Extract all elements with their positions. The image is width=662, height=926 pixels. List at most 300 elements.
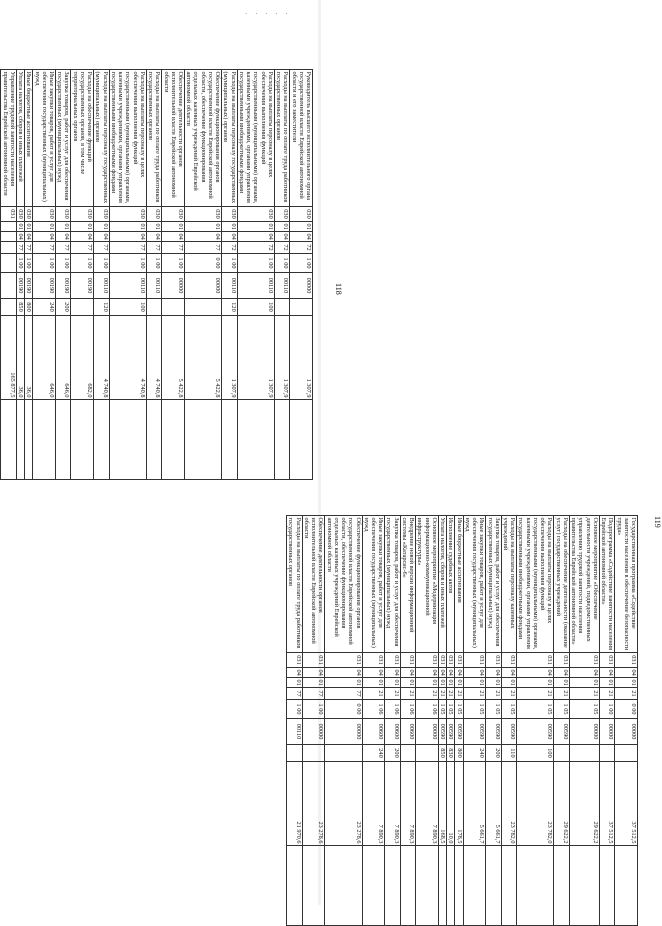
budget-table-left bbox=[0, 69, 313, 480]
table-row bbox=[599, 516, 614, 926]
row-code-program: 21 bbox=[501, 688, 516, 700]
row-code-admin: 031 bbox=[463, 653, 486, 668]
row-amount-extra bbox=[325, 846, 362, 926]
row-code-direction: 00000 bbox=[599, 719, 614, 745]
row-code-admin: 031 bbox=[362, 653, 385, 668]
row-code-subsection bbox=[1, 232, 16, 242]
row-code-expense-type bbox=[185, 299, 222, 316]
row-code-subprogram: 1 00 bbox=[146, 254, 161, 273]
row-code-direction: 00000 bbox=[185, 273, 222, 299]
row-code-admin: 031 bbox=[400, 653, 415, 668]
row-name: Уплата налогов, сборов и иных платежей bbox=[16, 70, 24, 207]
page-number-right: 119 bbox=[653, 516, 662, 528]
table-body-left bbox=[0, 70, 313, 480]
row-amount-extra bbox=[290, 400, 313, 480]
row-code-direction: 00110 bbox=[94, 273, 109, 299]
row-amount: 1 307,9 bbox=[290, 316, 313, 400]
table-row bbox=[447, 516, 455, 926]
row-amount-extra bbox=[569, 846, 599, 926]
row-code-direction: 00000 bbox=[569, 719, 599, 745]
row-amount: 1 307,9 bbox=[237, 316, 274, 400]
row-code-admin: 030 bbox=[71, 207, 94, 222]
row-code-admin: 031 bbox=[447, 653, 455, 668]
row-code-program: 77 bbox=[162, 242, 185, 254]
row-code-section: 04 bbox=[325, 668, 362, 678]
row-name: Иные бюджетные ассигнования bbox=[25, 70, 33, 207]
row-code-direction: 00110 bbox=[287, 719, 302, 745]
row-code-admin: 030 bbox=[109, 207, 146, 222]
row-code-subsection: 04 bbox=[94, 232, 109, 242]
row-name: Основное мероприятие «Обеспечение деятельности учреждений, подведомственных управлению трудовой занятости населения правительства Еврейской автономной области» bbox=[569, 516, 599, 653]
row-code-admin: 030 bbox=[16, 207, 24, 222]
row-code-program: 77 bbox=[33, 242, 56, 254]
row-amount: 36,0 bbox=[25, 316, 33, 400]
row-code-admin: 031 bbox=[438, 653, 446, 668]
row-code-subsection: 04 bbox=[71, 232, 94, 242]
row-code-admin: 030 bbox=[146, 207, 161, 222]
row-code-section: 01 bbox=[33, 222, 56, 232]
row-name: Обеспечение деятельности органов исполнительной власти Еврейской автономной области bbox=[302, 516, 325, 653]
scan-specks: · · · · · bbox=[245, 10, 291, 18]
row-code-admin: 030 bbox=[162, 207, 185, 222]
row-code-program: 77 bbox=[16, 242, 24, 254]
row-amount-extra bbox=[222, 400, 237, 480]
table-row bbox=[554, 516, 569, 926]
row-amount-extra bbox=[416, 846, 439, 926]
row-amount bbox=[0, 316, 1, 400]
row-code-expense-type bbox=[274, 299, 289, 316]
row-amount: 5 422,8 bbox=[162, 316, 185, 400]
row-code-program: 77 bbox=[302, 688, 325, 700]
table-row bbox=[71, 70, 94, 480]
row-code-direction bbox=[0, 273, 1, 299]
row-name: Расходы на выплаты персоналу в целях обеспечения выполнения функций государственными (муниципальными) органами, казенными учреждениями, органами управления государственными внебюджетными фондами bbox=[517, 516, 554, 653]
row-code-expense-type bbox=[416, 745, 439, 762]
row-amount: 36,0 bbox=[16, 316, 24, 400]
row-code-expense-type bbox=[325, 745, 362, 762]
row-code-expense-type bbox=[615, 745, 638, 762]
row-code-expense-type: 200 bbox=[486, 745, 501, 762]
row-amount: 178,5 bbox=[455, 762, 463, 846]
row-code-expense-type bbox=[162, 299, 185, 316]
row-code-subprogram: 1 00 bbox=[71, 254, 94, 273]
row-name: Иные закупки товаров, работ и услуг для обеспечения государственных (муниципальных) нужд bbox=[463, 516, 486, 653]
page-left bbox=[1, 69, 343, 479]
row-code-section: 04 bbox=[517, 668, 554, 678]
table-row bbox=[385, 516, 400, 926]
row-code-section bbox=[0, 222, 1, 232]
row-code-subsection: 04 bbox=[56, 232, 71, 242]
row-amount: 5 422,8 bbox=[185, 316, 222, 400]
row-code-subprogram: 1 00 bbox=[162, 254, 185, 273]
row-amount-extra bbox=[109, 400, 146, 480]
row-amount-extra bbox=[438, 846, 446, 926]
row-code-subprogram: 1 05 bbox=[455, 700, 463, 719]
row-code-expense-type bbox=[290, 299, 313, 316]
row-code-expense-type bbox=[0, 299, 1, 316]
row-amount-extra bbox=[33, 400, 56, 480]
row-code-program: 21 bbox=[455, 688, 463, 700]
row-amount: 10,0 bbox=[447, 762, 455, 846]
row-code-admin: 031 bbox=[385, 653, 400, 668]
row-amount: 23 278,6 bbox=[302, 762, 325, 846]
row-code-subprogram: 1 06 bbox=[362, 700, 385, 719]
row-code-admin: 030 bbox=[274, 207, 289, 222]
row-code-subsection: 04 bbox=[17, 233, 25, 240]
row-name: Внедрение новой версии информационной системы «Катарсис-6» bbox=[400, 516, 415, 653]
row-code-program: 21 bbox=[362, 688, 385, 700]
row-code-section: 04 bbox=[302, 668, 325, 678]
row-code-subprogram: 1 00 bbox=[16, 254, 24, 273]
row-code-subsection: 04 bbox=[33, 232, 56, 242]
row-code-program: 21 bbox=[400, 688, 415, 700]
row-code-subprogram bbox=[0, 254, 1, 273]
row-code-section: 01 bbox=[274, 222, 289, 232]
row-amount: 7 890,3 bbox=[400, 762, 415, 846]
row-code-direction: 00190 bbox=[16, 273, 24, 299]
table-row bbox=[94, 70, 109, 480]
row-amount-extra bbox=[0, 400, 1, 480]
row-code-direction: 00590 bbox=[455, 719, 463, 745]
row-name: Закупка товаров, работ и услуг для обеспечения государственных (муниципальных) нужд bbox=[385, 516, 400, 653]
row-amount: 682,0 bbox=[71, 316, 94, 400]
row-code-admin: 031 bbox=[455, 653, 463, 668]
row-code-section: 04 bbox=[439, 669, 447, 676]
row-code-direction: 00590 bbox=[486, 719, 501, 745]
row-code-expense-type: 120 bbox=[222, 299, 237, 316]
row-amount: 5 661,7 bbox=[486, 762, 501, 846]
row-amount-extra bbox=[94, 400, 109, 480]
row-amount-extra bbox=[400, 846, 415, 926]
row-code-section: 01 bbox=[237, 222, 274, 232]
row-name: Расходы на обеспечение деятельности (оказание услуг) государственных учреждений bbox=[554, 516, 569, 653]
row-code-section: 04 bbox=[486, 668, 501, 678]
row-name: Государственная программа «Содействие занятости населения в обеспечение безопасности труда» bbox=[615, 516, 638, 653]
row-code-program: 21 bbox=[438, 688, 446, 700]
row-code-expense-type: 120 bbox=[94, 299, 109, 316]
row-code-section: 04 bbox=[400, 668, 415, 678]
row-code-subsection: 01 bbox=[455, 679, 463, 686]
row-code-expense-type: 100 bbox=[109, 299, 146, 316]
table-row bbox=[302, 516, 325, 926]
row-code-admin: 030 bbox=[185, 207, 222, 222]
table-body-right bbox=[287, 516, 638, 926]
row-name: Расходы на выплаты по оплате труда работников государственных органов bbox=[146, 70, 161, 207]
row-name: Иные закупки товаров, работ и услуг для обеспечения государственных (муниципальных) нужд bbox=[33, 70, 56, 207]
row-amount-extra bbox=[362, 846, 385, 926]
row-code-subprogram: 1 00 bbox=[599, 700, 614, 719]
row-code-direction bbox=[1, 273, 16, 299]
row-name: Закупка товаров, работ и услуг для обеспечения государственных (муниципальных) нужд bbox=[486, 516, 501, 653]
row-code-subsection: 04 bbox=[290, 232, 313, 242]
row-code-direction: 00110 bbox=[237, 273, 274, 299]
row-code-program: 21 bbox=[447, 688, 455, 700]
row-code-direction: 00190 bbox=[56, 273, 71, 299]
row-code-direction: 00600 bbox=[385, 719, 400, 745]
row-amount-extra bbox=[237, 400, 274, 480]
row-code-direction: 00590 bbox=[463, 719, 486, 745]
row-amount: 7 890,3 bbox=[362, 762, 385, 846]
table-row bbox=[290, 70, 313, 480]
row-code-subprogram: 0 00 bbox=[325, 700, 362, 719]
row-code-program: 21 bbox=[517, 688, 554, 700]
table-row bbox=[56, 70, 71, 480]
row-code-admin: 030 bbox=[290, 207, 313, 222]
row-name: Иные закупки товаров, работ и услуг для обеспечения государственных (муниципальных) нужд bbox=[362, 516, 385, 653]
row-code-subprogram: 1 00 bbox=[222, 254, 237, 273]
row-code-expense-type: 200 bbox=[385, 745, 400, 762]
table-row bbox=[400, 516, 415, 926]
row-name: Расходы на выплаты по оплате труда работников государственных органов bbox=[274, 70, 289, 207]
row-code-subsection: 01 bbox=[385, 678, 400, 688]
row-code-admin: 031 bbox=[287, 653, 302, 668]
row-amount-extra bbox=[16, 400, 24, 480]
row-amount: 4 740,8 bbox=[94, 316, 109, 400]
row-code-admin: 031 bbox=[1, 207, 16, 222]
row-amount-extra bbox=[501, 846, 516, 926]
row-code-program: 77 bbox=[56, 242, 71, 254]
row-code-admin: 030 bbox=[25, 207, 33, 222]
row-amount: 1 307,9 bbox=[274, 316, 289, 400]
row-code-admin: 031 bbox=[615, 653, 638, 668]
row-code-program: 21 bbox=[416, 688, 439, 700]
row-name: Исполнение судебных актов bbox=[447, 516, 455, 653]
row-amount-extra bbox=[615, 846, 638, 926]
row-amount-extra bbox=[517, 846, 554, 926]
row-amount-extra bbox=[554, 846, 569, 926]
row-code-section: 01 bbox=[25, 223, 33, 230]
row-code-section: 01 bbox=[290, 222, 313, 232]
row-code-expense-type bbox=[1, 299, 16, 316]
row-code-expense-type: 240 bbox=[362, 745, 385, 762]
row-code-section: 01 bbox=[222, 222, 237, 232]
row-amount-extra bbox=[274, 400, 289, 480]
row-code-subsection: 01 bbox=[447, 679, 455, 686]
table-row bbox=[438, 516, 446, 926]
table-row bbox=[325, 516, 362, 926]
row-amount-extra bbox=[302, 846, 325, 926]
row-code-section: 01 bbox=[94, 222, 109, 232]
table-row bbox=[463, 516, 486, 926]
row-code-program: 77 bbox=[146, 242, 161, 254]
row-name: Расходы на выплаты персоналу государственных (муниципальных) органов bbox=[94, 70, 109, 207]
row-code-program: 21 bbox=[569, 688, 599, 700]
row-amount: 1 307,9 bbox=[222, 316, 237, 400]
table-row bbox=[185, 70, 222, 480]
row-code-direction: 00190 bbox=[25, 273, 33, 299]
table-row bbox=[222, 70, 237, 480]
row-code-program: 77 bbox=[325, 688, 362, 700]
row-code-subprogram: 1 05 bbox=[501, 700, 516, 719]
row-code-section: 01 bbox=[17, 223, 25, 230]
row-amount: 29 622,2 bbox=[554, 762, 569, 846]
row-code-subsection: 04 bbox=[162, 232, 185, 242]
row-code-section: 04 bbox=[385, 668, 400, 678]
row-amount-extra bbox=[447, 846, 455, 926]
row-amount: 165 877,5 bbox=[1, 316, 16, 400]
row-code-expense-type bbox=[400, 745, 415, 762]
row-code-program: 21 bbox=[615, 688, 638, 700]
row-code-subprogram: 1 00 bbox=[302, 700, 325, 719]
row-amount: 7 890,3 bbox=[416, 762, 439, 846]
row-code-program: 21 bbox=[554, 688, 569, 700]
row-code-program: 77 bbox=[71, 242, 94, 254]
row-amount: 5 661,7 bbox=[463, 762, 486, 846]
row-name: Основное мероприятие «Модернизация информационно-коммуникационной инфраструктуры» bbox=[416, 516, 439, 653]
row-code-section: 01 bbox=[109, 222, 146, 232]
row-amount-extra bbox=[599, 846, 614, 926]
row-code-direction: 00110 bbox=[222, 273, 237, 299]
row-amount: 21 970,6 bbox=[287, 762, 302, 846]
row-code-direction: 00000 bbox=[416, 719, 439, 745]
row-code-subsection: 01 bbox=[439, 679, 447, 686]
row-code-program: 72 bbox=[274, 242, 289, 254]
row-code-direction: 00590 bbox=[554, 719, 569, 745]
table-row bbox=[146, 70, 161, 480]
row-code-direction: 00600 bbox=[362, 719, 385, 745]
row-code-expense-type bbox=[71, 299, 94, 316]
table-row bbox=[16, 70, 24, 480]
row-code-subprogram: 0 00 bbox=[185, 254, 222, 273]
table-row bbox=[455, 516, 463, 926]
row-code-section: 04 bbox=[501, 668, 516, 678]
row-code-subsection: 01 bbox=[501, 678, 516, 688]
row-amount-extra bbox=[185, 400, 222, 480]
row-amount: 23 782,0 bbox=[501, 762, 516, 846]
row-code-subsection: 01 bbox=[416, 678, 439, 688]
row-code-subsection: 04 bbox=[109, 232, 146, 242]
row-name: Обеспечение функционирования органов государственной власти Еврейской автономной области, обеспечение функционирования отдельных казенных учреждений Еврейской автономной области bbox=[185, 70, 222, 207]
row-code-subprogram: 1 05 bbox=[486, 700, 501, 719]
row-code-subsection: 04 bbox=[222, 232, 237, 242]
row-code-subprogram: 1 00 bbox=[290, 254, 313, 273]
row-code-subsection: 04 bbox=[146, 232, 161, 242]
row-code-subprogram: 1 05 bbox=[554, 700, 569, 719]
row-code-direction: 00000 bbox=[325, 719, 362, 745]
table-row bbox=[501, 516, 516, 926]
row-amount-extra bbox=[25, 400, 33, 480]
row-code-expense-type bbox=[287, 745, 302, 762]
row-name: Иные бюджетные ассигнования bbox=[455, 516, 463, 653]
row-amount-extra bbox=[486, 846, 501, 926]
row-code-direction: 00000 bbox=[162, 273, 185, 299]
row-code-subprogram bbox=[1, 254, 16, 273]
row-code-subsection: 01 bbox=[302, 678, 325, 688]
row-code-direction: 00590 bbox=[517, 719, 554, 745]
row-name: Закупка товаров, работ и услуг для обеспечения государственных (муниципальных) нужд bbox=[56, 70, 71, 207]
row-code-subprogram: 1 06 bbox=[416, 700, 439, 719]
row-code-program: 77 bbox=[25, 242, 33, 254]
row-name: Расходы на обеспечение функций государственных органов, в том числе территориальных органов bbox=[71, 70, 94, 207]
row-code-subprogram: 1 00 bbox=[109, 254, 146, 273]
table-row bbox=[25, 70, 33, 480]
row-code-subsection: 01 bbox=[554, 678, 569, 688]
page-right bbox=[287, 515, 662, 925]
row-code-expense-type: 100 bbox=[517, 745, 554, 762]
row-code-section: 04 bbox=[287, 668, 302, 678]
row-code-subprogram: 1 00 bbox=[287, 700, 302, 719]
row-amount: 37 512,5 bbox=[615, 762, 638, 846]
row-code-subprogram: 1 06 bbox=[400, 700, 415, 719]
table-row bbox=[109, 70, 146, 480]
row-name: Расходы на выплаты персоналу государственных (муниципальных) органов bbox=[222, 70, 237, 207]
row-code-direction: 00190 bbox=[33, 273, 56, 299]
row-code-admin: 031 bbox=[302, 653, 325, 668]
row-code-admin bbox=[0, 207, 1, 222]
row-code-admin: 030 bbox=[222, 207, 237, 222]
row-code-program bbox=[0, 242, 1, 254]
row-code-subprogram: 1 05 bbox=[517, 700, 554, 719]
row-code-admin: 031 bbox=[501, 653, 516, 668]
row-code-program bbox=[1, 242, 16, 254]
row-code-expense-type: 110 bbox=[501, 745, 516, 762]
row-code-admin: 031 bbox=[486, 653, 501, 668]
row-code-subsection: 01 bbox=[517, 678, 554, 688]
row-code-direction: 00000 bbox=[290, 273, 313, 299]
row-code-direction: 00000 bbox=[615, 719, 638, 745]
row-code-section: 01 bbox=[71, 222, 94, 232]
row-amount: 7 890,3 bbox=[385, 762, 400, 846]
row-code-direction: 00000 bbox=[302, 719, 325, 745]
row-name: Обеспечение функционирования органов государственной власти Еврейской автономной области, обеспечение функционирования отдельных казенных учреждений Еврейской автономной области bbox=[325, 516, 362, 653]
row-code-program: 72 bbox=[290, 242, 313, 254]
row-name: Обеспечение деятельности органов исполнительной власти Еврейской автономной области bbox=[162, 70, 185, 207]
row-code-program: 72 bbox=[222, 242, 237, 254]
row-name: Уплата налогов, сборов и иных платежей bbox=[438, 516, 446, 653]
row-code-program: 21 bbox=[463, 688, 486, 700]
row-code-expense-type: 100 bbox=[237, 299, 274, 316]
row-code-expense-type bbox=[569, 745, 599, 762]
row-code-program: 77 bbox=[94, 242, 109, 254]
row-code-subprogram: 1 00 bbox=[25, 254, 33, 273]
row-amount: 646,0 bbox=[56, 316, 71, 400]
row-code-subprogram: 1 05 bbox=[569, 700, 599, 719]
row-code-section: 04 bbox=[554, 668, 569, 678]
row-amount-extra bbox=[463, 846, 486, 926]
row-code-direction: 00110 bbox=[146, 273, 161, 299]
page-number-left: 118 bbox=[334, 283, 343, 295]
row-name: Подпрограмма «Содействие занятости населения Еврейской автономной области» bbox=[599, 516, 614, 653]
table-row bbox=[33, 70, 56, 480]
row-code-subprogram: 1 00 bbox=[56, 254, 71, 273]
row-code-program: 72 bbox=[237, 242, 274, 254]
row-code-subprogram: 1 05 bbox=[438, 700, 446, 719]
table-row bbox=[517, 516, 554, 926]
row-amount-extra bbox=[162, 400, 185, 480]
row-code-section: 04 bbox=[599, 668, 614, 678]
row-code-admin: 030 bbox=[33, 207, 56, 222]
row-name: Расходы на выплаты по оплате труда работников государственных органов bbox=[287, 516, 302, 653]
row-code-subsection: 04 bbox=[274, 232, 289, 242]
table-row bbox=[416, 516, 439, 926]
row-code-program: 21 bbox=[385, 688, 400, 700]
row-amount: 37 512,5 bbox=[599, 762, 614, 846]
row-code-direction: 00590 bbox=[501, 719, 516, 745]
row-amount: 646,0 bbox=[33, 316, 56, 400]
row-code-subprogram: 1 00 bbox=[237, 254, 274, 273]
row-amount-extra bbox=[56, 400, 71, 480]
row-code-admin: 030 bbox=[237, 207, 274, 222]
table-row bbox=[162, 70, 185, 480]
row-code-section: 04 bbox=[455, 669, 463, 676]
table-row bbox=[486, 516, 501, 926]
row-code-section: 01 bbox=[56, 222, 71, 232]
row-code-subsection: 01 bbox=[287, 678, 302, 688]
row-amount: 23 782,0 bbox=[517, 762, 554, 846]
row-code-admin: 031 bbox=[569, 653, 599, 668]
row-code-expense-type bbox=[599, 745, 614, 762]
row-code-direction: 00600 bbox=[400, 719, 415, 745]
